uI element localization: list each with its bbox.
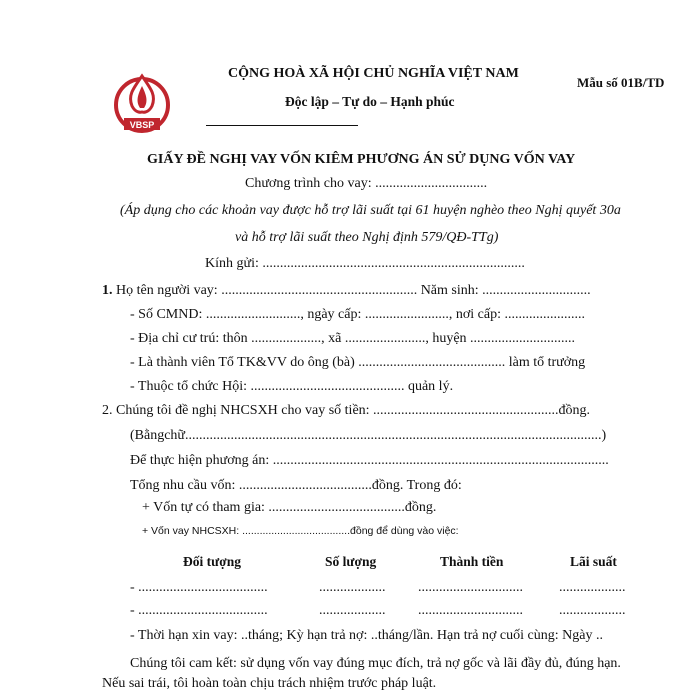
loan-term-line: - Thời hạn xin vay: ..tháng; Kỳ hạn trả nợ: ..tháng/lần. Hạn trả nợ cuối cùng: Ngày .. [130,628,603,643]
table-row-1-object: - ..................................... [130,580,268,595]
own-capital-line: + Vốn tự có tham gia: .......................................đồng. [142,500,437,515]
table-row-2-object: - ..................................... [130,603,268,618]
org-line: - Thuộc tổ chức Hội: ............................................ quản lý. [130,379,454,394]
logo-text: VBSP [129,120,155,130]
name-line: Họ tên người vay: ........................................................ Năm sinh: ............................... [116,283,591,298]
program-line: Chương trình cho vay: ................................ [245,176,488,191]
id-line: - Số CMND: ..........................., ngày cấp: ........................, nơi cấp: ....................... [130,307,585,322]
table-row-1-amount: .............................. [418,580,523,595]
col-header-quantity: Số lượng [325,554,377,569]
plan-line: Để thực hiện phương án: ................................................................................................ [130,453,609,468]
table-row-2-amount: .............................. [418,603,523,618]
section1-number: 1. [102,283,113,298]
document-title: GIẤY ĐỀ NGHỊ VAY VỐN KIÊM PHƯƠNG ÁN SỬ DỤNG VỐN VAY [147,152,576,167]
loan-capital-line: + Vốn vay NHCSXH: .....................................đồng để dùng vào việc: [142,525,459,537]
form-code: Mẫu số 01B/TD [577,75,665,90]
note-line-1: (Áp dụng cho các khoản vay được hỗ trợ lãi suất tại 61 huyện nghèo theo Nghị quyết 30a [120,203,621,218]
col-header-rate: Lãi suất [570,554,617,569]
country-heading: CỘNG HOÀ XÃ HỘI CHỦ NGHĨA VIỆT NAM [228,66,519,81]
table-row-2-rate: ................... [559,603,626,618]
table-row-2-quantity: ................... [319,603,386,618]
motto: Độc lập – Tự do – Hạnh phúc [285,94,455,109]
table-row-1-quantity: ................... [319,580,386,595]
member-line: - Là thành viên Tổ TK&VV do ông (bà) .......................................... làm tổ trưởng [130,355,586,370]
col-header-object: Đối tượng [183,554,241,569]
addressee-line: Kính gửi: ........................................................................... [205,256,525,271]
col-header-amount: Thành tiền [440,554,504,569]
total-capital-line: Tổng nhu cầu vốn: ......................................đồng. Trong đó: [130,478,462,493]
vbsp-logo-icon [112,72,172,134]
commitment-line-1: Chúng tôi cam kết: sử dụng vốn vay đúng mục đích, trả nợ gốc và lãi đầy đủ, đúng hạn. [130,656,621,671]
amount-words-line: (Bằngchữ.......................................................................................................................) [130,428,607,443]
address-line: - Địa chỉ cư trú: thôn ...................., xã ......................., huyện .............................. [130,331,576,346]
table-row-1-rate: ................... [559,580,626,595]
request-line: 2. Chúng tôi đề nghị NHCSXH cho vay số tiền: .....................................................đồng. [102,403,591,418]
commitment-line-2: Nếu sai trái, tôi hoàn toàn chịu trách nhiệm trước pháp luật. [102,676,437,691]
header-divider [206,125,358,126]
note-line-2: và hỗ trợ lãi suất theo Nghị định 579/QĐ-TTg) [235,230,499,245]
